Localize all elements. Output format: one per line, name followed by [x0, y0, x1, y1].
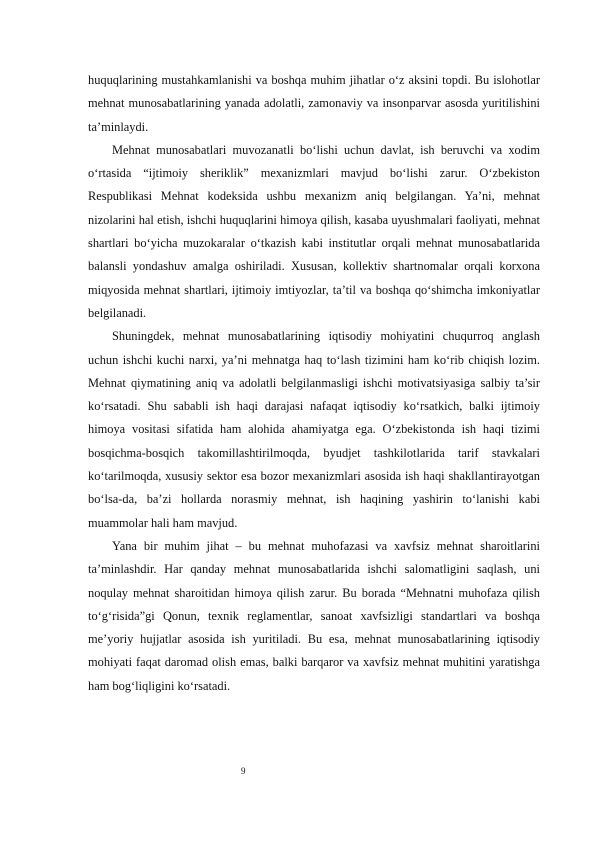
paragraph-labor-safety: Yana bir muhim jihat – bu mehnat muhofazasi va xavfsiz mehnat sharoitlarini ta’minlashdir. Har qanday mehnat munosabatlarida ishchi salomatligini saqlash, uni noqulay mehnat sharoitidan himoya qilish zarur. Bu borada “Mehnatni muhofaza qilish to‘g‘risida”gi Qonun, texnik reglamentlar, sanoat xavfsizligi standartlari va boshqa me’yoriy hujjatlar asosida ish yuritiladi. Bu esa, mehnat munosabatlarining iqtisodiy mohiyati faqat daromad olish emas, balki barqaror va xavfsiz mehnat muhitini yaratishga ham bog‘liqligini ko‘rsatadi.: [88, 538, 540, 693]
document-body: [88, 69, 540, 698]
paragraph-continuation: huquqlarining mustahkamlanishi va boshqa muhim jihatlar o‘z aksini topdi. Bu islohotlar mehnat munosabatlarining yanada adolatli, zamonaviy va insonparvar asosda yuritilishini ta’minlaydi.: [88, 73, 540, 134]
paragraph-wage-system: Shuningdek, mehnat munosabatlarining iqtisodiy mohiyatini chuqurroq anglash uchun ishchi kuchi narxi, ya’ni mehnatga haq to‘lash tizimini ham ko‘rib chiqish lozim. Mehnat qiymatining aniq va adolatli belgilanmasligi ishchi motivatsiyasiga salbiy ta’sir ko‘rsatadi. Shu sababli ish haqi darajasi nafaqat iqtisodiy ko‘rsatkich, balki ijtimoiy himoya vositasi sifatida ham alohida ahamiyatga ega. O‘zbekistonda ish haqi tizimi bosqichma-bosqich takomillashtirilmoqda, byudjet tashkilotlarida tarif stavkalari ko‘tarilmoqda, xususiy sektor esa bozor mexanizmlari asosida ish haqi shakllantirayotgan bo‘lsa-da, ba’zi hollarda norasmiy mehnat, ish haqining yashirin to‘lanishi kabi muammolar hali ham mavjud.: [88, 329, 540, 530]
page-number: 9: [241, 766, 246, 776]
paragraph-social-partnership: Mehnat munosabatlari muvozanatli bo‘lishi uchun davlat, ish beruvchi va xodim o‘rtasida “ijtimoiy sheriklik” mexanizmlari mavjud bo‘lishi zarur. O‘zbekiston Respublikasi Mehnat kodeksida ushbu mexanizm aniq belgilangan. Ya’ni, mehnat nizolarini hal etish, ishchi huquqlarini himoya qilish, kasaba uyushmalari faoliyati, mehnat shartlari bo‘yicha muzokaralar o‘tkazish kabi institutlar orqali mehnat munosabatlarida balansli yondashuv amalga oshiriladi. Xususan, kollektiv shartnomalar orqali korxona miqyosida mehnat shartlari, ijtimoiy imtiyozlar, ta’til va boshqa qo‘shimcha imkoniyatlar belgilanadi.: [88, 142, 540, 320]
